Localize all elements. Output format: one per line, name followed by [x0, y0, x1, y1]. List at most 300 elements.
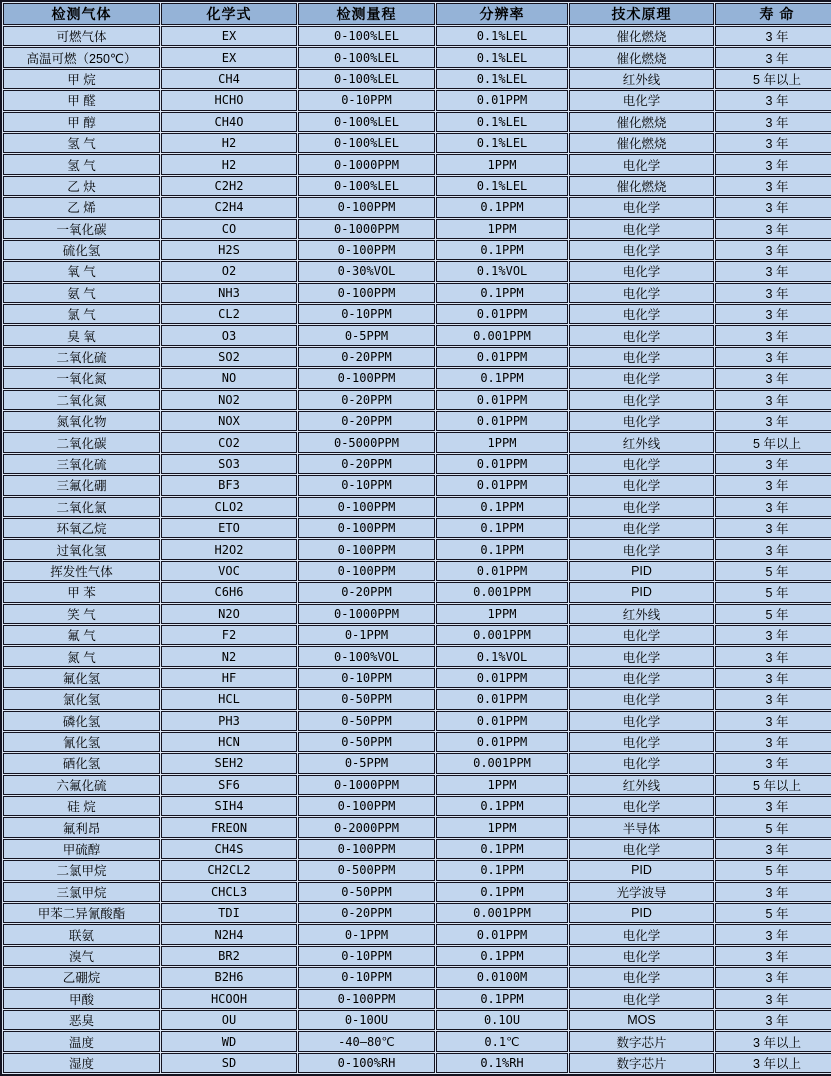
cell-lifespan: 5 年: [715, 604, 831, 624]
cell-principle: 电化学: [569, 967, 714, 987]
cell-gas: 一氧化碳: [3, 219, 160, 239]
table-row: [3, 1010, 831, 1030]
cell-principle: PID: [569, 860, 714, 880]
cell-lifespan: 3 年: [715, 112, 831, 132]
cell-lifespan: 5 年: [715, 582, 831, 602]
cell-principle: 电化学: [569, 390, 714, 410]
cell-gas: 恶臭: [3, 1010, 160, 1030]
cell-lifespan: 3 年: [715, 90, 831, 110]
cell-lifespan: 3 年: [715, 967, 831, 987]
cell-principle: 电化学: [569, 154, 714, 174]
cell-formula: CHCL3: [161, 882, 297, 902]
cell-formula: CH4O: [161, 112, 297, 132]
cell-range: -40—80℃: [298, 1031, 435, 1051]
table-row: [3, 753, 831, 773]
cell-gas: 甲 烷: [3, 69, 160, 89]
cell-principle: PID: [569, 903, 714, 923]
table-row: [3, 903, 831, 923]
column-header-lifespan: 寿 命: [715, 3, 831, 25]
cell-lifespan: 5 年以上: [715, 432, 831, 452]
cell-resolution: 0.01PPM: [436, 689, 568, 709]
cell-principle: 红外线: [569, 432, 714, 452]
cell-principle: 电化学: [569, 368, 714, 388]
cell-principle: 光学波导: [569, 882, 714, 902]
cell-range: 0-50PPM: [298, 689, 435, 709]
cell-formula: B2H6: [161, 967, 297, 987]
cell-principle: 红外线: [569, 604, 714, 624]
cell-resolution: 0.001PPM: [436, 903, 568, 923]
cell-range: 0-10PPM: [298, 90, 435, 110]
cell-resolution: 0.1PPM: [436, 197, 568, 217]
cell-formula: HCHO: [161, 90, 297, 110]
table-row: [3, 796, 831, 816]
cell-resolution: 0.1PPM: [436, 518, 568, 538]
table-row: [3, 497, 831, 517]
cell-range: 0-1000PPM: [298, 775, 435, 795]
cell-resolution: 0.1PPM: [436, 796, 568, 816]
cell-principle: 红外线: [569, 69, 714, 89]
cell-principle: 电化学: [569, 283, 714, 303]
column-header-formula: 化学式: [161, 3, 297, 25]
column-header-gas: 检测气体: [3, 3, 160, 25]
cell-resolution: 0.01PPM: [436, 304, 568, 324]
cell-formula: PH3: [161, 711, 297, 731]
cell-gas: 高温可燃（250℃）: [3, 47, 160, 67]
cell-range: 0-10OU: [298, 1010, 435, 1030]
cell-lifespan: 3 年: [715, 197, 831, 217]
cell-range: 0-100PPM: [298, 518, 435, 538]
cell-resolution: 0.1%LEL: [436, 47, 568, 67]
cell-formula: NO: [161, 368, 297, 388]
cell-gas: 湿度: [3, 1053, 160, 1073]
cell-lifespan: 5 年: [715, 561, 831, 581]
table-row: [3, 133, 831, 153]
cell-gas: 挥发性气体: [3, 561, 160, 581]
cell-resolution: 0.01PPM: [436, 475, 568, 495]
cell-resolution: 0.01PPM: [436, 711, 568, 731]
cell-range: 0-500PPM: [298, 860, 435, 880]
table-row: [3, 219, 831, 239]
table-row: [3, 347, 831, 367]
cell-lifespan: 3 年: [715, 753, 831, 773]
cell-gas: 三氟化硼: [3, 475, 160, 495]
table-row: [3, 390, 831, 410]
table-row: [3, 539, 831, 559]
cell-lifespan: 3 年: [715, 133, 831, 153]
cell-principle: 数字芯片: [569, 1031, 714, 1051]
cell-range: 0-100%LEL: [298, 26, 435, 46]
cell-principle: 电化学: [569, 325, 714, 345]
cell-lifespan: 3 年: [715, 924, 831, 944]
column-header-resolution: 分辨率: [436, 3, 568, 25]
table-row: [3, 775, 831, 795]
cell-range: 0-2000PPM: [298, 817, 435, 837]
cell-range: 0-20PPM: [298, 390, 435, 410]
cell-lifespan: 5 年: [715, 817, 831, 837]
table-row: [3, 47, 831, 67]
cell-resolution: 0.01PPM: [436, 90, 568, 110]
cell-formula: WD: [161, 1031, 297, 1051]
cell-gas: 乙硼烷: [3, 967, 160, 987]
cell-formula: EX: [161, 47, 297, 67]
cell-formula: NOX: [161, 411, 297, 431]
cell-formula: SD: [161, 1053, 297, 1073]
cell-gas: 氯化氢: [3, 689, 160, 709]
cell-principle: 电化学: [569, 411, 714, 431]
cell-principle: MOS: [569, 1010, 714, 1030]
cell-resolution: 0.01PPM: [436, 668, 568, 688]
cell-gas: 二氧化氮: [3, 390, 160, 410]
cell-resolution: 0.1OU: [436, 1010, 568, 1030]
cell-gas: 联氨: [3, 924, 160, 944]
cell-resolution: 0.1%RH: [436, 1053, 568, 1073]
table-row: [3, 197, 831, 217]
cell-lifespan: 3 年: [715, 946, 831, 966]
table-row: [3, 967, 831, 987]
cell-range: 0-100PPM: [298, 539, 435, 559]
table-row: [3, 411, 831, 431]
cell-lifespan: 3 年: [715, 796, 831, 816]
cell-resolution: 1PPM: [436, 604, 568, 624]
table-row: [3, 90, 831, 110]
cell-gas: 甲 苯: [3, 582, 160, 602]
cell-gas: 溴气: [3, 946, 160, 966]
cell-range: 0-10PPM: [298, 475, 435, 495]
cell-lifespan: 3 年: [715, 283, 831, 303]
table-row: [3, 368, 831, 388]
table-row: [3, 69, 831, 89]
table-row: [3, 839, 831, 859]
cell-formula: CH4S: [161, 839, 297, 859]
cell-principle: 电化学: [569, 197, 714, 217]
cell-resolution: 0.001PPM: [436, 325, 568, 345]
cell-formula: NH3: [161, 283, 297, 303]
cell-resolution: 0.1%LEL: [436, 26, 568, 46]
cell-range: 0-1PPM: [298, 924, 435, 944]
cell-lifespan: 3 年: [715, 1010, 831, 1030]
cell-principle: 电化学: [569, 668, 714, 688]
cell-formula: CLO2: [161, 497, 297, 517]
table-row: [3, 732, 831, 752]
cell-gas: 臭 氧: [3, 325, 160, 345]
cell-lifespan: 3 年: [715, 411, 831, 431]
cell-range: 0-100PPM: [298, 283, 435, 303]
cell-principle: 电化学: [569, 219, 714, 239]
cell-lifespan: 3 年以上: [715, 1031, 831, 1051]
cell-formula: ETO: [161, 518, 297, 538]
cell-formula: EX: [161, 26, 297, 46]
cell-gas: 甲 醛: [3, 90, 160, 110]
cell-principle: 电化学: [569, 625, 714, 645]
cell-lifespan: 3 年: [715, 390, 831, 410]
cell-lifespan: 3 年: [715, 689, 831, 709]
table-row: [3, 989, 831, 1009]
cell-formula: CH2CL2: [161, 860, 297, 880]
cell-principle: 电化学: [569, 454, 714, 474]
cell-range: 0-100PPM: [298, 368, 435, 388]
cell-principle: 电化学: [569, 924, 714, 944]
table-row: [3, 304, 831, 324]
cell-gas: 甲苯二异氰酸酯: [3, 903, 160, 923]
cell-gas: 六氟化硫: [3, 775, 160, 795]
cell-resolution: 0.1PPM: [436, 240, 568, 260]
cell-resolution: 1PPM: [436, 775, 568, 795]
cell-lifespan: 5 年以上: [715, 775, 831, 795]
cell-gas: 氟化氢: [3, 668, 160, 688]
cell-range: 0-10PPM: [298, 668, 435, 688]
cell-resolution: 0.1%VOL: [436, 261, 568, 281]
cell-lifespan: 3 年: [715, 668, 831, 688]
cell-range: 0-100PPM: [298, 497, 435, 517]
cell-resolution: 0.1PPM: [436, 946, 568, 966]
cell-resolution: 0.1PPM: [436, 989, 568, 1009]
table-row: [3, 1031, 831, 1051]
cell-formula: SEH2: [161, 753, 297, 773]
cell-lifespan: 3 年: [715, 625, 831, 645]
cell-resolution: 0.01PPM: [436, 454, 568, 474]
cell-formula: BR2: [161, 946, 297, 966]
cell-resolution: 0.1%LEL: [436, 69, 568, 89]
column-header-range: 检测量程: [298, 3, 435, 25]
cell-resolution: 0.1PPM: [436, 839, 568, 859]
cell-range: 0-5PPM: [298, 325, 435, 345]
cell-gas: 硒化氢: [3, 753, 160, 773]
cell-formula: FREON: [161, 817, 297, 837]
cell-formula: SIH4: [161, 796, 297, 816]
table-row: [3, 882, 831, 902]
cell-range: 0-100PPM: [298, 561, 435, 581]
cell-principle: 催化燃烧: [569, 176, 714, 196]
cell-principle: 催化燃烧: [569, 47, 714, 67]
table-row: [3, 946, 831, 966]
cell-lifespan: 3 年: [715, 325, 831, 345]
cell-resolution: 0.1%LEL: [436, 176, 568, 196]
cell-range: 0-100%LEL: [298, 133, 435, 153]
cell-formula: SF6: [161, 775, 297, 795]
table-row: [3, 475, 831, 495]
cell-lifespan: 5 年: [715, 860, 831, 880]
cell-formula: N2O: [161, 604, 297, 624]
cell-formula: H2: [161, 154, 297, 174]
cell-principle: 电化学: [569, 796, 714, 816]
cell-gas: 二氧化氯: [3, 497, 160, 517]
cell-resolution: 0.1PPM: [436, 368, 568, 388]
cell-resolution: 0.01PPM: [436, 732, 568, 752]
cell-principle: PID: [569, 561, 714, 581]
cell-range: 0-1PPM: [298, 625, 435, 645]
cell-range: 0-20PPM: [298, 411, 435, 431]
cell-lifespan: 3 年: [715, 646, 831, 666]
cell-formula: OU: [161, 1010, 297, 1030]
table-row: [3, 154, 831, 174]
table-row: [3, 518, 831, 538]
cell-range: 0-10PPM: [298, 304, 435, 324]
cell-resolution: 0.1PPM: [436, 860, 568, 880]
cell-range: 0-50PPM: [298, 732, 435, 752]
cell-range: 0-100PPM: [298, 796, 435, 816]
cell-formula: H2O2: [161, 539, 297, 559]
cell-principle: 数字芯片: [569, 1053, 714, 1073]
cell-lifespan: 3 年: [715, 497, 831, 517]
cell-gas: 氨 气: [3, 283, 160, 303]
cell-gas: 硫化氢: [3, 240, 160, 260]
cell-gas: 二氯甲烷: [3, 860, 160, 880]
cell-lifespan: 3 年: [715, 732, 831, 752]
cell-lifespan: 3 年: [715, 368, 831, 388]
cell-lifespan: 3 年: [715, 219, 831, 239]
cell-gas: 氢 气: [3, 154, 160, 174]
cell-lifespan: 3 年以上: [715, 1053, 831, 1073]
table-row: [3, 26, 831, 46]
table-row: [3, 646, 831, 666]
cell-gas: 可燃气体: [3, 26, 160, 46]
cell-principle: 电化学: [569, 732, 714, 752]
cell-formula: N2: [161, 646, 297, 666]
cell-lifespan: 3 年: [715, 47, 831, 67]
cell-resolution: 0.1PPM: [436, 497, 568, 517]
cell-formula: HF: [161, 668, 297, 688]
table-row: [3, 261, 831, 281]
cell-range: 0-100%LEL: [298, 112, 435, 132]
cell-principle: PID: [569, 582, 714, 602]
cell-gas: 三氧化硫: [3, 454, 160, 474]
cell-gas: 氢 气: [3, 133, 160, 153]
cell-formula: VOC: [161, 561, 297, 581]
cell-resolution: 0.1PPM: [436, 283, 568, 303]
cell-range: 0-100%LEL: [298, 69, 435, 89]
cell-lifespan: 3 年: [715, 240, 831, 260]
cell-gas: 磷化氢: [3, 711, 160, 731]
cell-range: 0-10PPM: [298, 967, 435, 987]
cell-range: 0-1000PPM: [298, 219, 435, 239]
cell-principle: 电化学: [569, 240, 714, 260]
cell-principle: 电化学: [569, 689, 714, 709]
cell-formula: CO2: [161, 432, 297, 452]
cell-formula: HCL: [161, 689, 297, 709]
table-row: [3, 860, 831, 880]
cell-resolution: 0.001PPM: [436, 582, 568, 602]
cell-range: 0-10PPM: [298, 946, 435, 966]
cell-resolution: 0.1PPM: [436, 882, 568, 902]
cell-principle: 电化学: [569, 261, 714, 281]
cell-gas: 一氧化氮: [3, 368, 160, 388]
cell-formula: SO3: [161, 454, 297, 474]
cell-gas: 氮 气: [3, 646, 160, 666]
cell-principle: 催化燃烧: [569, 133, 714, 153]
cell-gas: 甲酸: [3, 989, 160, 1009]
cell-principle: 电化学: [569, 475, 714, 495]
cell-formula: F2: [161, 625, 297, 645]
cell-lifespan: 3 年: [715, 539, 831, 559]
cell-lifespan: 3 年: [715, 475, 831, 495]
cell-resolution: 1PPM: [436, 219, 568, 239]
cell-resolution: 0.01PPM: [436, 390, 568, 410]
cell-principle: 电化学: [569, 497, 714, 517]
cell-resolution: 0.001PPM: [436, 753, 568, 773]
cell-formula: NO2: [161, 390, 297, 410]
cell-formula: CO: [161, 219, 297, 239]
cell-formula: C6H6: [161, 582, 297, 602]
cell-lifespan: 3 年: [715, 454, 831, 474]
cell-gas: 氯 气: [3, 304, 160, 324]
cell-principle: 催化燃烧: [569, 112, 714, 132]
cell-formula: N2H4: [161, 924, 297, 944]
cell-resolution: 0.1%LEL: [436, 112, 568, 132]
table-body: [3, 26, 831, 1073]
cell-formula: H2S: [161, 240, 297, 260]
cell-principle: 电化学: [569, 304, 714, 324]
cell-range: 0-100PPM: [298, 839, 435, 859]
cell-lifespan: 3 年: [715, 518, 831, 538]
cell-resolution: 0.0100M: [436, 967, 568, 987]
table-row: [3, 325, 831, 345]
cell-formula: HCN: [161, 732, 297, 752]
cell-principle: 电化学: [569, 839, 714, 859]
cell-formula: C2H2: [161, 176, 297, 196]
cell-formula: C2H4: [161, 197, 297, 217]
cell-range: 0-5000PPM: [298, 432, 435, 452]
cell-principle: 电化学: [569, 946, 714, 966]
table-row: [3, 240, 831, 260]
cell-gas: 环氧乙烷: [3, 518, 160, 538]
cell-formula: BF3: [161, 475, 297, 495]
cell-lifespan: 3 年: [715, 261, 831, 281]
cell-range: 0-20PPM: [298, 903, 435, 923]
cell-principle: 红外线: [569, 775, 714, 795]
table-row: [3, 432, 831, 452]
cell-lifespan: 3 年: [715, 882, 831, 902]
cell-formula: H2: [161, 133, 297, 153]
cell-range: 0-1000PPM: [298, 154, 435, 174]
cell-formula: TDI: [161, 903, 297, 923]
table-row: [3, 582, 831, 602]
cell-formula: CL2: [161, 304, 297, 324]
header-row: [3, 3, 831, 25]
cell-range: 0-100PPM: [298, 989, 435, 1009]
cell-resolution: 0.1PPM: [436, 539, 568, 559]
cell-gas: 甲硫醇: [3, 839, 160, 859]
cell-principle: 电化学: [569, 90, 714, 110]
cell-gas: 过氧化氢: [3, 539, 160, 559]
cell-resolution: 0.1%VOL: [436, 646, 568, 666]
cell-range: 0-50PPM: [298, 882, 435, 902]
cell-principle: 电化学: [569, 539, 714, 559]
cell-range: 0-100%LEL: [298, 176, 435, 196]
table-row: [3, 689, 831, 709]
cell-range: 0-100%RH: [298, 1053, 435, 1073]
table-row: [3, 924, 831, 944]
cell-range: 0-20PPM: [298, 347, 435, 367]
cell-lifespan: 5 年: [715, 903, 831, 923]
cell-gas: 氮氧化物: [3, 411, 160, 431]
cell-formula: O2: [161, 261, 297, 281]
cell-resolution: 0.01PPM: [436, 347, 568, 367]
cell-principle: 电化学: [569, 753, 714, 773]
cell-lifespan: 3 年: [715, 26, 831, 46]
cell-principle: 电化学: [569, 518, 714, 538]
cell-formula: HCOOH: [161, 989, 297, 1009]
cell-range: 0-20PPM: [298, 582, 435, 602]
table-row: [3, 625, 831, 645]
cell-gas: 温度: [3, 1031, 160, 1051]
cell-gas: 二氧化硫: [3, 347, 160, 367]
cell-range: 0-100%VOL: [298, 646, 435, 666]
table-row: [3, 561, 831, 581]
cell-lifespan: 3 年: [715, 304, 831, 324]
cell-principle: 电化学: [569, 711, 714, 731]
cell-lifespan: 3 年: [715, 154, 831, 174]
cell-gas: 二氧化碳: [3, 432, 160, 452]
